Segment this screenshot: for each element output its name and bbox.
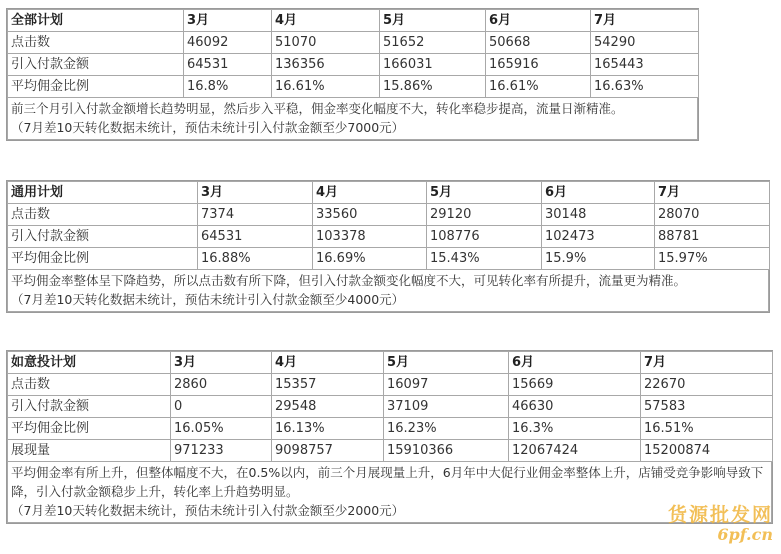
table-cell: 16.3% bbox=[509, 418, 641, 440]
col-header-july: 7月 bbox=[591, 10, 699, 32]
general-plan-table bbox=[7, 181, 770, 270]
table-row bbox=[8, 396, 773, 418]
table-cell: 16.88% bbox=[198, 248, 313, 270]
table-cell: 15.86% bbox=[380, 76, 486, 98]
ruyitou-plan-table bbox=[7, 351, 773, 462]
table-cell: 136356 bbox=[272, 54, 380, 76]
table-title: 全部计划 bbox=[8, 10, 184, 32]
table-row bbox=[8, 204, 770, 226]
table-row bbox=[8, 226, 770, 248]
table-row bbox=[8, 248, 770, 270]
table-cell: 165443 bbox=[591, 54, 699, 76]
col-header-june: 6月 bbox=[509, 352, 641, 374]
table-row bbox=[8, 32, 699, 54]
table-row bbox=[8, 54, 699, 76]
table-cell: 15357 bbox=[272, 374, 384, 396]
table-cell: 15.9% bbox=[542, 248, 655, 270]
table-cell: 15.97% bbox=[655, 248, 770, 270]
watermark-cn-text: 货源批发网 bbox=[667, 504, 773, 526]
table-cell: 30148 bbox=[542, 204, 655, 226]
table-cell: 22670 bbox=[641, 374, 773, 396]
table-row bbox=[8, 76, 699, 98]
row-label: 引入付款金额 bbox=[8, 226, 198, 248]
col-header-april: 4月 bbox=[272, 10, 380, 32]
col-header-march: 3月 bbox=[171, 352, 272, 374]
table-cell: 15.43% bbox=[427, 248, 542, 270]
note-estimate: （7月差10天转化数据未统计，预估未统计引入付款金额至少2000元） bbox=[11, 503, 405, 518]
all-plan-table bbox=[7, 9, 699, 98]
table-title: 通用计划 bbox=[8, 182, 198, 204]
table-cell: 37109 bbox=[384, 396, 509, 418]
table-row bbox=[8, 418, 773, 440]
table-cell: 64531 bbox=[198, 226, 313, 248]
table-row bbox=[8, 374, 773, 396]
col-header-april: 4月 bbox=[272, 352, 384, 374]
table-cell: 15910366 bbox=[384, 440, 509, 462]
table-cell: 50668 bbox=[486, 32, 591, 54]
row-label: 点击数 bbox=[8, 32, 184, 54]
ruyitou-plan-block bbox=[6, 350, 773, 524]
table-cell: 971233 bbox=[171, 440, 272, 462]
table-header-row bbox=[8, 10, 699, 32]
note-estimate: （7月差10天转化数据未统计，预估未统计引入付款金额至少7000元） bbox=[11, 120, 405, 135]
table-cell: 88781 bbox=[655, 226, 770, 248]
table-cell: 16.61% bbox=[272, 76, 380, 98]
table-cell: 166031 bbox=[380, 54, 486, 76]
table-cell: 29120 bbox=[427, 204, 542, 226]
table-cell: 46092 bbox=[184, 32, 272, 54]
table-cell: 16.61% bbox=[486, 76, 591, 98]
table-note bbox=[7, 270, 769, 312]
table-cell: 165916 bbox=[486, 54, 591, 76]
col-header-june: 6月 bbox=[542, 182, 655, 204]
table-cell: 16.51% bbox=[641, 418, 773, 440]
table-header-row bbox=[8, 182, 770, 204]
col-header-july: 7月 bbox=[641, 352, 773, 374]
col-header-june: 6月 bbox=[486, 10, 591, 32]
table-row bbox=[8, 440, 773, 462]
table-cell: 54290 bbox=[591, 32, 699, 54]
row-label: 平均佣金比例 bbox=[8, 418, 171, 440]
table-cell: 64531 bbox=[184, 54, 272, 76]
table-cell: 33560 bbox=[313, 204, 427, 226]
table-cell: 16.63% bbox=[591, 76, 699, 98]
col-header-april: 4月 bbox=[313, 182, 427, 204]
table-cell: 16.13% bbox=[272, 418, 384, 440]
col-header-may: 5月 bbox=[427, 182, 542, 204]
table-cell: 16.69% bbox=[313, 248, 427, 270]
table-cell: 51070 bbox=[272, 32, 380, 54]
site-watermark bbox=[668, 500, 773, 544]
table-cell: 29548 bbox=[272, 396, 384, 418]
table-cell: 103378 bbox=[313, 226, 427, 248]
table-cell: 57583 bbox=[641, 396, 773, 418]
row-label: 引入付款金额 bbox=[8, 54, 184, 76]
row-label: 展现量 bbox=[8, 440, 171, 462]
note-summary: 平均佣金率有所上升，但整体幅度不大，在0.5%以内，前三个月展现量上升，6月年中大促行业佣金率整体上升，店铺受竞争影响导致下降，引入付款金额稳步上升，转化率上升趋势明显。 bbox=[11, 465, 764, 499]
table-cell: 0 bbox=[171, 396, 272, 418]
row-label: 点击数 bbox=[8, 374, 171, 396]
row-label: 引入付款金额 bbox=[8, 396, 171, 418]
table-cell: 28070 bbox=[655, 204, 770, 226]
note-summary: 平均佣金率整体呈下降趋势，所以点击数有所下降，但引入付款金额变化幅度不大，可见转化率有所提升，流量更为精准。 bbox=[11, 273, 687, 288]
table-cell: 12067424 bbox=[509, 440, 641, 462]
col-header-may: 5月 bbox=[380, 10, 486, 32]
table-cell: 46630 bbox=[509, 396, 641, 418]
table-note bbox=[7, 462, 772, 523]
table-cell: 9098757 bbox=[272, 440, 384, 462]
general-plan-block bbox=[6, 180, 770, 313]
all-plan-block bbox=[6, 8, 699, 141]
table-note bbox=[7, 98, 698, 140]
watermark-url-text: 6pf.cn bbox=[717, 525, 773, 544]
note-summary: 前三个月引入付款金额增长趋势明显，然后步入平稳，佣金率变化幅度不大，转化率稳步提高，流量日渐精准。 bbox=[11, 101, 624, 116]
row-label: 点击数 bbox=[8, 204, 198, 226]
table-title: 如意投计划 bbox=[8, 352, 171, 374]
table-cell: 15200874 bbox=[641, 440, 773, 462]
note-estimate: （7月差10天转化数据未统计，预估未统计引入付款金额至少4000元） bbox=[11, 292, 405, 307]
table-cell: 108776 bbox=[427, 226, 542, 248]
table-cell: 16.05% bbox=[171, 418, 272, 440]
table-cell: 16.8% bbox=[184, 76, 272, 98]
table-cell: 15669 bbox=[509, 374, 641, 396]
table-header-row bbox=[8, 352, 773, 374]
col-header-july: 7月 bbox=[655, 182, 770, 204]
table-cell: 102473 bbox=[542, 226, 655, 248]
col-header-may: 5月 bbox=[384, 352, 509, 374]
col-header-march: 3月 bbox=[198, 182, 313, 204]
table-cell: 2860 bbox=[171, 374, 272, 396]
table-cell: 7374 bbox=[198, 204, 313, 226]
row-label: 平均佣金比例 bbox=[8, 76, 184, 98]
table-cell: 16097 bbox=[384, 374, 509, 396]
row-label: 平均佣金比例 bbox=[8, 248, 198, 270]
col-header-march: 3月 bbox=[184, 10, 272, 32]
table-cell: 16.23% bbox=[384, 418, 509, 440]
table-cell: 51652 bbox=[380, 32, 486, 54]
